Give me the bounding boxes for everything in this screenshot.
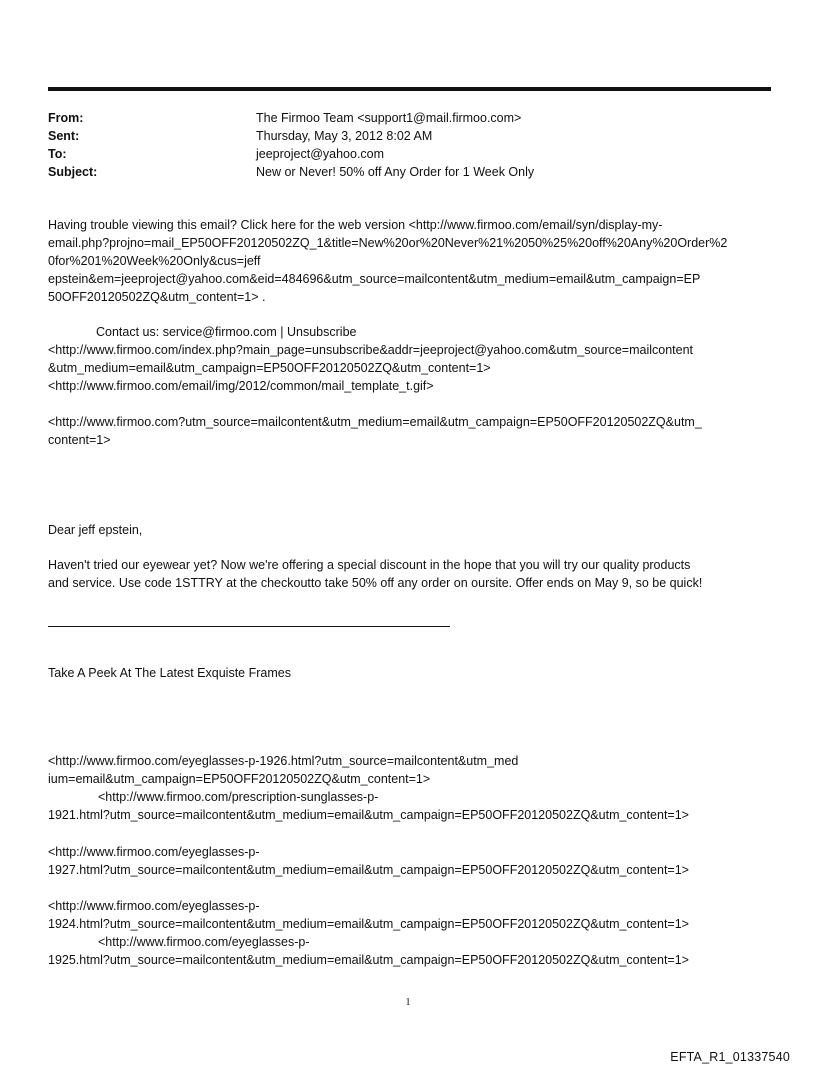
contact-line: Contact us: service@firmoo.com | Unsubscribe [96,325,357,339]
web-version-paragraph [48,216,773,306]
product-links-a [48,752,773,824]
text-line: 1925.html?utm_source=mailcontent&utm_medium=email&utm_campaign=EP50OFF20120502ZQ&utm_content=1> [48,953,689,967]
greeting-text: Dear jeff epstein, [48,523,143,537]
text-line: 50OFF20120502ZQ&utm_content=1> . [48,290,266,304]
text-line: &utm_medium=email&utm_campaign=EP50OFF20120502ZQ&utm_content=1> [48,361,491,375]
contact-block [48,323,773,395]
sent-row [48,127,771,145]
text-line: Haven't tried our eyewear yet? Now we're offering a special discount in the hope that you will try our quality products [48,558,691,572]
sent-label: Sent: [48,129,80,143]
from-label: From: [48,111,84,125]
text-line: Having trouble viewing this email? Click here for the web version <http://www.firmoo.com/email/syn/display-my- [48,218,663,232]
text-line: <http://www.firmoo.com/eyeglasses-p- [48,899,260,913]
product-links-c [48,897,773,969]
footer-doc-id: EFTA_R1_01337540 [670,1050,790,1064]
from-row [48,109,771,127]
text-line: <http://www.firmoo.com/eyeglasses-p- [48,845,260,859]
offer-paragraph [48,556,773,592]
text-line: <http://www.firmoo.com/prescription-sunglasses-p- [98,790,379,804]
text-line: <http://www.firmoo.com/email/img/2012/common/mail_template_t.gif> [48,379,434,393]
to-label: To: [48,147,67,161]
to-value: jeeproject@yahoo.com [256,147,385,161]
text-line: <http://www.firmoo.com/index.php?main_page=unsubscribe&addr=jeeproject@yahoo.com&utm_source=mailcontent [48,343,693,357]
text-line: 1924.html?utm_source=mailcontent&utm_medium=email&utm_campaign=EP50OFF20120502ZQ&utm_content=1> [48,917,689,931]
greeting [48,521,773,539]
email-header [48,109,771,181]
peek-heading-text: Take A Peek At The Latest Exquiste Frames [48,666,291,680]
text-line: <http://www.firmoo.com?utm_source=mailcontent&utm_medium=email&utm_campaign=EP50OFF20120502ZQ&utm_ [48,415,702,429]
product-links-b [48,843,773,879]
to-row [48,145,771,163]
text-line: and service. Use code 1STTRY at the checkoutto take 50% off any order on oursite. Offer ends on May 9, so be quick! [48,576,703,590]
text-line: 0for%201%20Week%20Only&cus=jeff [48,254,261,268]
peek-heading [48,664,773,682]
divider-line [48,626,450,627]
subject-label: Subject: [48,165,98,179]
text-line: 1921.html?utm_source=mailcontent&utm_medium=email&utm_campaign=EP50OFF20120502ZQ&utm_content=1> [48,808,689,822]
page-number: 1 [405,997,411,1008]
subject-row [48,163,771,181]
text-line: content=1> [48,433,111,447]
text-line: <http://www.firmoo.com/eyeglasses-p- [98,935,310,949]
text-line: epstein&em=jeeproject@yahoo.com&eid=484696&utm_source=mailcontent&utm_medium=email&utm_campaign=EP [48,272,701,286]
text-line: ium=email&utm_campaign=EP50OFF20120502ZQ&utm_content=1> [48,772,431,786]
sent-value: Thursday, May 3, 2012 8:02 AM [256,129,433,143]
home-link-block [48,413,773,449]
text-line: <http://www.firmoo.com/eyeglasses-p-1926.html?utm_source=mailcontent&utm_med [48,754,519,768]
text-line: email.php?projno=mail_EP50OFF20120502ZQ_1&title=New%20or%20Never%21%2050%25%20off%20Any%20Order%2 [48,236,728,250]
text-line: 1927.html?utm_source=mailcontent&utm_medium=email&utm_campaign=EP50OFF20120502ZQ&utm_content=1> [48,863,689,877]
top-rule [48,87,771,91]
from-value: The Firmoo Team <support1@mail.firmoo.com> [256,111,522,125]
subject-value: New or Never! 50% off Any Order for 1 Week Only [256,165,535,179]
